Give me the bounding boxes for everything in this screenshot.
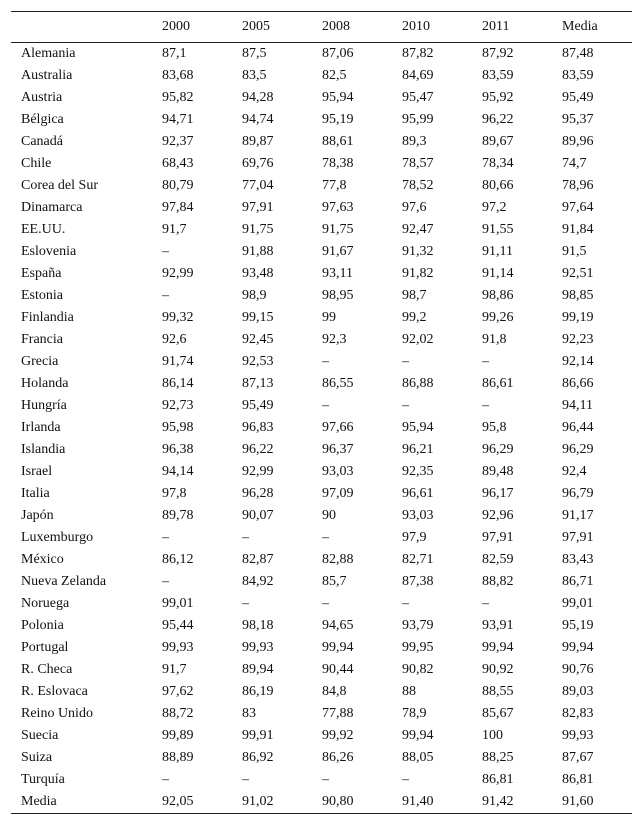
table-row: [11, 527, 632, 549]
table-cell: 91,88: [242, 244, 274, 259]
row-label: Suecia: [21, 728, 59, 743]
table-cell: 99,19: [562, 310, 594, 325]
table-cell: –: [402, 398, 409, 413]
table-cell: –: [322, 398, 329, 413]
table-cell: –: [482, 596, 489, 611]
table-cell: 99,91: [242, 728, 274, 743]
table-cell: 91,7: [162, 662, 187, 677]
table-cell: 80,79: [162, 178, 194, 193]
table-cell: 77,8: [322, 178, 347, 193]
table-cell: 92,23: [562, 332, 594, 347]
table-cell: 78,38: [322, 156, 354, 171]
table-cell: 92,53: [242, 354, 274, 369]
table-cell: 88,25: [482, 750, 514, 765]
table-cell: 90,76: [562, 662, 594, 677]
table-cell: 95,94: [402, 420, 434, 435]
table-cell: 99,26: [482, 310, 514, 325]
table-cell: 89,03: [562, 684, 594, 699]
table-row: [11, 461, 632, 483]
table-row: [11, 505, 632, 527]
table-cell: 95,8: [482, 420, 507, 435]
table-cell: 87,67: [562, 750, 594, 765]
table-row: [11, 153, 632, 175]
table-cell: 86,71: [562, 574, 594, 589]
table-cell: 97,63: [322, 200, 354, 215]
table-cell: 98,9: [242, 288, 267, 303]
row-label: Chile: [21, 156, 52, 171]
table-cell: 96,28: [242, 486, 274, 501]
table-row: [11, 637, 632, 659]
table-cell: 83,59: [482, 68, 514, 83]
table-cell: 89,3: [402, 134, 427, 149]
table-cell: 99: [322, 310, 336, 325]
table-cell: 96,22: [482, 112, 514, 127]
table-row: [11, 65, 632, 87]
row-label: Canadá: [21, 134, 63, 149]
table-cell: 82,59: [482, 552, 514, 567]
table-cell: 97,91: [562, 530, 594, 545]
row-label: Suiza: [21, 750, 53, 765]
row-label: Estonia: [21, 288, 63, 303]
table-cell: 78,52: [402, 178, 434, 193]
row-label: Corea del Sur: [21, 178, 98, 193]
table-cell: –: [162, 288, 169, 303]
row-label: Media: [21, 794, 57, 809]
table-row: [11, 131, 632, 153]
table-cell: 92,3: [322, 332, 347, 347]
table-cell: 86,61: [482, 376, 514, 391]
table-cell: 87,38: [402, 574, 434, 589]
table-cell: 90,07: [242, 508, 274, 523]
row-label: Australia: [21, 68, 73, 83]
table-cell: 90,44: [322, 662, 354, 677]
table-cell: 91,42: [482, 794, 514, 809]
table-cell: –: [322, 596, 329, 611]
table-cell: 82,88: [322, 552, 354, 567]
table-row: [11, 681, 632, 703]
table-cell: 92,51: [562, 266, 594, 281]
header-cell-4: 2010: [402, 19, 430, 34]
table-cell: 86,12: [162, 552, 194, 567]
table-row: [11, 703, 632, 725]
table-cell: 90,82: [402, 662, 434, 677]
table-cell: 86,19: [242, 684, 274, 699]
table-cell: 88,72: [162, 706, 194, 721]
table-cell: 86,66: [562, 376, 594, 391]
table-cell: 100: [482, 728, 503, 743]
table-cell: 97,09: [322, 486, 354, 501]
table-row: [11, 439, 632, 461]
table-cell: 99,94: [562, 640, 594, 655]
row-label: Dinamarca: [21, 200, 83, 215]
row-label: Italia: [21, 486, 50, 501]
table-cell: 91,8: [482, 332, 507, 347]
row-label: México: [21, 552, 64, 567]
table-cell: 87,82: [402, 46, 434, 61]
table-row: [11, 197, 632, 219]
table-cell: 98,85: [562, 288, 594, 303]
table-cell: 91,17: [562, 508, 594, 523]
row-label: Turquía: [21, 772, 65, 787]
table-cell: 83: [242, 706, 256, 721]
table-cell: 86,26: [322, 750, 354, 765]
table-cell: –: [402, 354, 409, 369]
table-row: [11, 175, 632, 197]
table-cell: 74,7: [562, 156, 587, 171]
data-table-container: [11, 11, 632, 814]
table-cell: 97,84: [162, 200, 194, 215]
row-label: Hungría: [21, 398, 67, 413]
table-cell: 91,55: [482, 222, 514, 237]
row-label: Reino Unido: [21, 706, 93, 721]
header-cell-1: 2000: [162, 19, 190, 34]
table-cell: 87,92: [482, 46, 514, 61]
table-cell: 86,55: [322, 376, 354, 391]
table-row: [11, 285, 632, 307]
table-row: [11, 351, 632, 373]
table-cell: –: [322, 530, 329, 545]
table-cell: 84,92: [242, 574, 274, 589]
table-cell: 95,49: [562, 90, 594, 105]
table-cell: 93,79: [402, 618, 434, 633]
table-cell: 93,03: [322, 464, 354, 479]
table-cell: 90,92: [482, 662, 514, 677]
table-cell: 87,1: [162, 46, 187, 61]
table-cell: 88: [402, 684, 416, 699]
table-cell: 94,65: [322, 618, 354, 633]
table-cell: 87,13: [242, 376, 274, 391]
table-cell: –: [162, 244, 169, 259]
table-cell: 91,60: [562, 794, 594, 809]
table-cell: 93,03: [402, 508, 434, 523]
table-cell: –: [402, 596, 409, 611]
table-cell: 86,92: [242, 750, 274, 765]
table-cell: 97,66: [322, 420, 354, 435]
table-cell: 96,21: [402, 442, 434, 457]
table-cell: 99,01: [562, 596, 594, 611]
table-cell: 92,47: [402, 222, 434, 237]
table-cell: 96,61: [402, 486, 434, 501]
table-cell: 80,66: [482, 178, 514, 193]
table-cell: 82,83: [562, 706, 594, 721]
row-label: Austria: [21, 90, 63, 105]
header-cell-country: [11, 12, 162, 43]
row-label: R. Checa: [21, 662, 73, 677]
table-cell: 97,2: [482, 200, 507, 215]
table-row: [11, 549, 632, 571]
row-label: Noruega: [21, 596, 70, 611]
table-row: [11, 307, 632, 329]
table-cell: 89,48: [482, 464, 514, 479]
table-cell: 99,01: [162, 596, 194, 611]
table-row: [11, 571, 632, 593]
table-row: [11, 725, 632, 747]
table-cell: 96,79: [562, 486, 594, 501]
table-cell: 99,94: [322, 640, 354, 655]
table-row: [11, 87, 632, 109]
table-row: [11, 615, 632, 637]
row-label: Polonia: [21, 618, 64, 633]
table-cell: 92,99: [162, 266, 194, 281]
table-cell: 78,57: [402, 156, 434, 171]
table-row: [11, 241, 632, 263]
table-cell: 88,55: [482, 684, 514, 699]
table-cell: 92,45: [242, 332, 274, 347]
table-cell: 99,93: [162, 640, 194, 655]
table-cell: 89,96: [562, 134, 594, 149]
row-label: Nueva Zelanda: [21, 574, 107, 589]
table-cell: 87,5: [242, 46, 267, 61]
table-cell: 95,37: [562, 112, 594, 127]
table-cell: 92,05: [162, 794, 194, 809]
table-cell: 95,19: [322, 112, 354, 127]
table-cell: 97,62: [162, 684, 194, 699]
table-cell: 98,7: [402, 288, 427, 303]
table-cell: 83,43: [562, 552, 594, 567]
table-row: [11, 109, 632, 131]
table-row: [11, 373, 632, 395]
row-label: Luxemburgo: [21, 530, 94, 545]
table-cell: 97,64: [562, 200, 594, 215]
data-table: [11, 11, 632, 814]
table-cell: 91,82: [402, 266, 434, 281]
table-cell: 91,75: [242, 222, 274, 237]
row-label: Bélgica: [21, 112, 64, 127]
table-cell: 92,4: [562, 464, 587, 479]
table-row: [11, 593, 632, 615]
table-cell: –: [402, 772, 409, 787]
row-label: Eslovenia: [21, 244, 77, 259]
table-row: [11, 43, 632, 66]
table-cell: 95,92: [482, 90, 514, 105]
table-cell: 99,89: [162, 728, 194, 743]
table-cell: 95,82: [162, 90, 194, 105]
table-row: [11, 395, 632, 417]
table-cell: 88,82: [482, 574, 514, 589]
table-cell: 99,92: [322, 728, 354, 743]
row-label: EE.UU.: [21, 222, 66, 237]
table-cell: –: [242, 772, 249, 787]
table-cell: 92,14: [562, 354, 594, 369]
table-cell: 99,93: [562, 728, 594, 743]
table-cell: 99,32: [162, 310, 194, 325]
table-cell: 83,5: [242, 68, 267, 83]
table-cell: 89,78: [162, 508, 194, 523]
table-cell: 86,81: [482, 772, 514, 787]
table-cell: 86,81: [562, 772, 594, 787]
table-cell: –: [482, 354, 489, 369]
table-cell: 98,18: [242, 618, 274, 633]
table-cell: 94,28: [242, 90, 274, 105]
table-cell: 91,7: [162, 222, 187, 237]
table-cell: 97,6: [402, 200, 427, 215]
table-cell: 68,43: [162, 156, 194, 171]
table-cell: 85,7: [322, 574, 347, 589]
table-cell: 88,05: [402, 750, 434, 765]
table-row: [11, 747, 632, 769]
table-cell: 90: [322, 508, 336, 523]
table-cell: 98,86: [482, 288, 514, 303]
table-cell: –: [162, 574, 169, 589]
table-cell: 96,17: [482, 486, 514, 501]
table-cell: 97,91: [242, 200, 274, 215]
table-cell: 89,87: [242, 134, 274, 149]
table-cell: –: [482, 398, 489, 413]
table-cell: 91,02: [242, 794, 274, 809]
table-cell: 82,71: [402, 552, 434, 567]
table-cell: 91,67: [322, 244, 354, 259]
table-cell: 97,9: [402, 530, 427, 545]
table-cell: 95,98: [162, 420, 194, 435]
table-cell: 94,71: [162, 112, 194, 127]
table-cell: 99,2: [402, 310, 427, 325]
table-cell: 91,40: [402, 794, 434, 809]
row-label: Holanda: [21, 376, 69, 391]
table-cell: 99,93: [242, 640, 274, 655]
table-cell: 84,8: [322, 684, 347, 699]
table-cell: 96,22: [242, 442, 274, 457]
table-cell: 92,6: [162, 332, 187, 347]
table-cell: –: [322, 772, 329, 787]
table-cell: 97,91: [482, 530, 514, 545]
table-row: [11, 791, 632, 814]
table-cell: 89,94: [242, 662, 274, 677]
header-cell-6: Media: [562, 19, 598, 34]
table-cell: 82,87: [242, 552, 274, 567]
table-cell: 99,95: [402, 640, 434, 655]
table-cell: 96,38: [162, 442, 194, 457]
table-cell: 93,11: [322, 266, 353, 281]
table-cell: 95,94: [322, 90, 354, 105]
table-cell: 78,9: [402, 706, 427, 721]
table-cell: 82,5: [322, 68, 347, 83]
header-row: [11, 12, 632, 43]
table-cell: 89,67: [482, 134, 514, 149]
table-cell: 83,59: [562, 68, 594, 83]
row-label: España: [21, 266, 62, 281]
table-cell: 96,44: [562, 420, 594, 435]
table-cell: 78,96: [562, 178, 594, 193]
table-cell: 95,49: [242, 398, 274, 413]
table-cell: –: [162, 772, 169, 787]
table-cell: 87,48: [562, 46, 594, 61]
table-cell: 86,88: [402, 376, 434, 391]
table-cell: 86,14: [162, 376, 194, 391]
table-cell: 93,48: [242, 266, 274, 281]
table-cell: 92,35: [402, 464, 434, 479]
table-cell: 91,84: [562, 222, 594, 237]
row-label: Francia: [21, 332, 63, 347]
table-cell: 91,14: [482, 266, 514, 281]
row-label: Grecia: [21, 354, 59, 369]
table-cell: 94,14: [162, 464, 194, 479]
table-cell: –: [242, 596, 249, 611]
row-label: Japón: [21, 508, 54, 523]
table-body: [11, 43, 632, 814]
row-label: R. Eslovaca: [21, 684, 88, 699]
table-cell: –: [322, 354, 329, 369]
table-cell: 99,15: [242, 310, 274, 325]
table-cell: 99,94: [402, 728, 434, 743]
table-cell: –: [242, 530, 249, 545]
table-cell: 96,83: [242, 420, 274, 435]
table-cell: 84,69: [402, 68, 434, 83]
table-cell: 95,19: [562, 618, 594, 633]
table-cell: 91,75: [322, 222, 354, 237]
table-cell: 87,06: [322, 46, 354, 61]
table-cell: 91,32: [402, 244, 434, 259]
table-cell: 77,88: [322, 706, 354, 721]
table-cell: 69,76: [242, 156, 274, 171]
table-cell: 99,94: [482, 640, 514, 655]
table-row: [11, 219, 632, 241]
table-cell: 96,29: [482, 442, 514, 457]
row-label: Irlanda: [21, 420, 61, 435]
table-cell: 88,89: [162, 750, 194, 765]
table-row: [11, 263, 632, 285]
row-label: Israel: [21, 464, 53, 479]
table-cell: 90,80: [322, 794, 354, 809]
table-cell: 92,73: [162, 398, 194, 413]
table-cell: 95,44: [162, 618, 194, 633]
table-header: [11, 12, 632, 43]
table-cell: 95,99: [402, 112, 434, 127]
table-cell: 88,61: [322, 134, 354, 149]
row-label: Portugal: [21, 640, 69, 655]
table-cell: 91,11: [482, 244, 513, 259]
table-row: [11, 659, 632, 681]
table-cell: 95,47: [402, 90, 434, 105]
header-cell-5: 2011: [482, 19, 510, 34]
table-cell: –: [162, 530, 169, 545]
table-cell: 98,95: [322, 288, 354, 303]
table-cell: 96,29: [562, 442, 594, 457]
header-cell-3: 2008: [322, 19, 350, 34]
table-cell: 91,74: [162, 354, 194, 369]
table-cell: 92,02: [402, 332, 434, 347]
table-cell: 92,37: [162, 134, 194, 149]
table-cell: 93,91: [482, 618, 514, 633]
table-cell: 78,34: [482, 156, 514, 171]
table-cell: 97,8: [162, 486, 187, 501]
table-cell: 83,68: [162, 68, 194, 83]
table-cell: 96,37: [322, 442, 354, 457]
table-row: [11, 483, 632, 505]
table-row: [11, 417, 632, 439]
table-row: [11, 769, 632, 791]
row-label: Alemania: [21, 46, 76, 61]
table-row: [11, 329, 632, 351]
table-cell: 85,67: [482, 706, 514, 721]
table-cell: 92,99: [242, 464, 274, 479]
table-cell: 77,04: [242, 178, 274, 193]
table-cell: 91,5: [562, 244, 587, 259]
table-cell: 92,96: [482, 508, 514, 523]
row-label: Finlandia: [21, 310, 74, 325]
header-cell-2: 2005: [242, 19, 270, 34]
table-cell: 94,74: [242, 112, 274, 127]
table-cell: 94,11: [562, 398, 593, 413]
row-label: Islandia: [21, 442, 66, 457]
